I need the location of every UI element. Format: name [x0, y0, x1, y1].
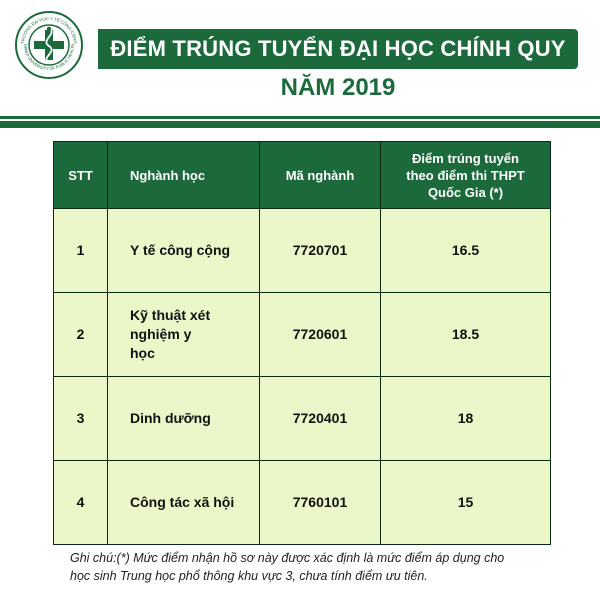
header-score — [381, 142, 551, 209]
header-major: Nghành học — [108, 142, 260, 209]
cell-score: 18.5 — [381, 293, 551, 377]
logo-text-bottom: HANOI UNIVERSITY OF PUBLIC HEALTH — [22, 43, 76, 72]
cell-stt: 1 — [54, 209, 108, 293]
university-seal-icon — [14, 10, 84, 80]
table-row — [54, 377, 551, 461]
header-divider-thick — [0, 121, 600, 128]
admission-scores-table — [53, 141, 551, 545]
header-stt: STT — [54, 142, 108, 209]
header-score-line-3: Quốc Gia (*) — [427, 184, 504, 200]
cell-major: Công tác xã hội — [108, 461, 260, 545]
cell-stt: 4 — [54, 461, 108, 545]
cell-code: 7760101 — [260, 461, 381, 545]
cell-stt: 2 — [54, 293, 108, 377]
cell-code: 7720601 — [260, 293, 381, 377]
cell-major: Dinh dưỡng — [108, 377, 260, 461]
cell-major: Y tế công cộng — [108, 209, 260, 293]
cell-score: 15 — [381, 461, 551, 545]
page-title — [98, 29, 578, 69]
table-header-row — [54, 142, 551, 209]
cell-major: Kỹ thuật xét nghiệm y học — [108, 293, 260, 377]
table-row — [54, 209, 551, 293]
page-subtitle: NĂM 2019 — [280, 74, 396, 101]
cell-stt: 3 — [54, 377, 108, 461]
header-score-line-2: theo điểm thi THPT — [406, 167, 525, 183]
cell-score: 18 — [381, 377, 551, 461]
footnote-line-2: học sinh Trung học phổ thông khu vực 3, chưa tính điểm ưu tiên. — [70, 569, 428, 583]
cell-code: 7720401 — [260, 377, 381, 461]
header-divider-thin — [0, 116, 600, 119]
page-title-text: ĐIỂM TRÚNG TUYỂN ĐẠI HỌC CHÍNH QUY — [110, 36, 566, 61]
table-row — [54, 293, 551, 377]
header-code: Mã nghành — [260, 142, 381, 209]
footnote-line-1: Ghi chú:(*) Mức điểm nhận hồ sơ này được xác định là mức điểm áp dụng cho — [70, 551, 505, 565]
table-row — [54, 461, 551, 545]
logo-text-top: TRƯỜNG ĐẠI HỌC Y TẾ CÔNG CỘNG — [20, 15, 79, 44]
cell-score: 16.5 — [381, 209, 551, 293]
cell-code: 7720701 — [260, 209, 381, 293]
footnote — [70, 549, 590, 585]
header-score-line-1: Điểm trúng tuyển — [412, 150, 519, 166]
